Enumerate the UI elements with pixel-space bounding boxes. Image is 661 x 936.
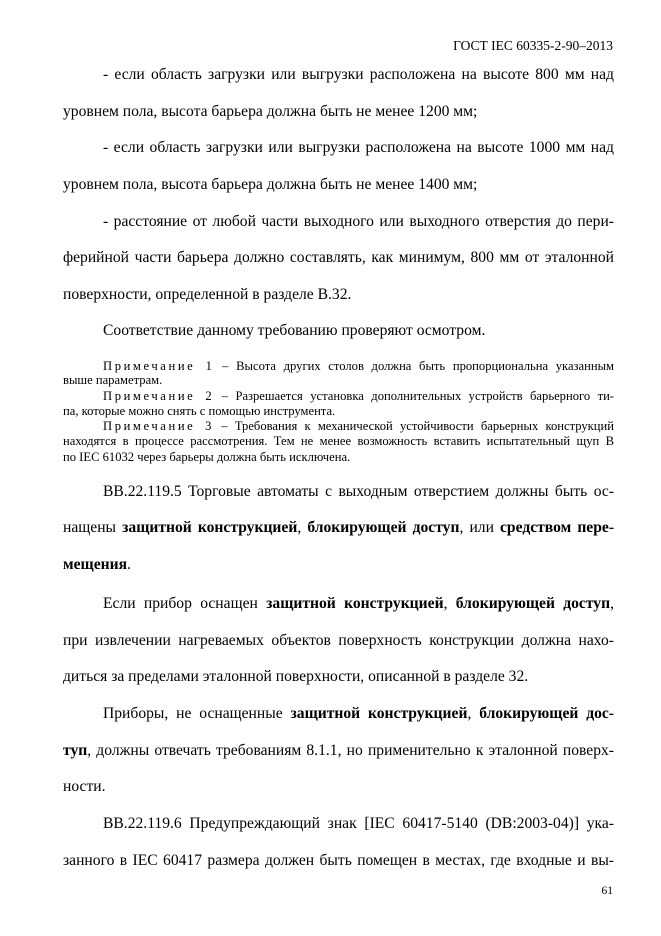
note-text: – Требования к механической устойчивости барьерных конструкций bbox=[214, 419, 614, 433]
note-1 bbox=[103, 359, 614, 373]
text-line: - расстояние от любой части выходного или выходного отверстия до пери- bbox=[103, 213, 614, 230]
page-header-doc-id: ГОСТ IEC 60335-2-90–2013 bbox=[453, 38, 613, 53]
note-label: Примечание 1 bbox=[103, 359, 215, 373]
text-line: уровнем пола, высота барьера должна быть не менее 1200 мм; bbox=[63, 103, 478, 120]
text-line: Если прибор оснащен защитной конструкцией, блокирующей доступ, bbox=[103, 595, 614, 612]
text-line: занного в IEC 60417 размера должен быть помещен в местах, где входные и вы- bbox=[63, 852, 614, 869]
note-1-cont: выше параметрам. bbox=[63, 373, 163, 387]
section-bb-22-119-6: ВВ.22.119.6 Предупреждающий знак [IEC 60417-5140 (DB:2003-04)] ука- bbox=[103, 815, 614, 832]
note-3-cont: по IEC 61032 через барьеры должна быть исключена. bbox=[63, 450, 351, 464]
note-2 bbox=[103, 389, 614, 403]
text-line: мещения. bbox=[63, 556, 131, 573]
note-label: Примечание 3 bbox=[103, 419, 215, 433]
section-bb-22-119-5: ВВ.22.119.5 Торговые автоматы с выходным отверстием должны быть ос- bbox=[103, 483, 614, 500]
term-displacement-means: мещения bbox=[63, 556, 128, 573]
term-access-blocking: блокирующей доступ bbox=[455, 595, 611, 612]
text-line: при извлечении нагреваемых объектов поверхность конструкции должна нахо- bbox=[63, 632, 614, 649]
term-protective-structure: защитной конструкцией bbox=[290, 705, 468, 722]
text-line: Приборы, не оснащенные защитной конструкцией, блокирующей дос- bbox=[103, 705, 615, 722]
text-line: нащены защитной конструкцией, блокирующей доступ, или средством пере- bbox=[63, 519, 615, 536]
term-displacement-means: средством пере- bbox=[500, 519, 615, 536]
term-access-blocking: блокирующей дос- bbox=[479, 705, 615, 722]
note-2-cont: па, которые можно снять с помощью инструмента. bbox=[63, 404, 336, 418]
text-line: - если область загрузки или выгрузки расположена на высоте 800 мм над bbox=[103, 66, 614, 83]
text-line: диться за пределами эталонной поверхности, описанной в разделе 32. bbox=[63, 668, 529, 685]
text-line: Соответствие данному требованию проверяют осмотром. bbox=[103, 322, 486, 339]
term-protective-structure: защитной конструкцией bbox=[122, 519, 298, 536]
note-text: – Высота других столов должна быть пропорциональна указанным bbox=[214, 359, 615, 373]
text-line: уровнем пола, высота барьера должна быть не менее 1400 мм; bbox=[63, 176, 478, 193]
text-line: поверхности, определенной в разделе В.32. bbox=[63, 286, 352, 303]
note-3-cont: находятся в процессе рассмотрения. Тем не менее возможность вставить испытательный щуп В bbox=[63, 434, 614, 448]
term-access-blocking: туп bbox=[63, 742, 88, 759]
page-number: 61 bbox=[601, 885, 613, 897]
text-line: ности. bbox=[63, 778, 106, 795]
note-label: Примечание 2 bbox=[103, 389, 215, 403]
note-3 bbox=[103, 419, 614, 433]
text-line: - если область загрузки или выгрузки расположена на высоте 1000 мм над bbox=[103, 139, 614, 156]
text-line: туп, должны отвечать требованиям 8.1.1, но применительно к эталонной поверх- bbox=[63, 742, 614, 759]
term-protective-structure: защитной конструкцией bbox=[266, 595, 444, 612]
note-text: – Разрешается установка дополнительных устройств барьерного ти- bbox=[214, 389, 615, 403]
text-line: ферийной части барьера должно составлять, как минимум, 800 мм от эталонной bbox=[63, 249, 614, 266]
term-access-blocking: блокирующей доступ bbox=[307, 519, 460, 536]
